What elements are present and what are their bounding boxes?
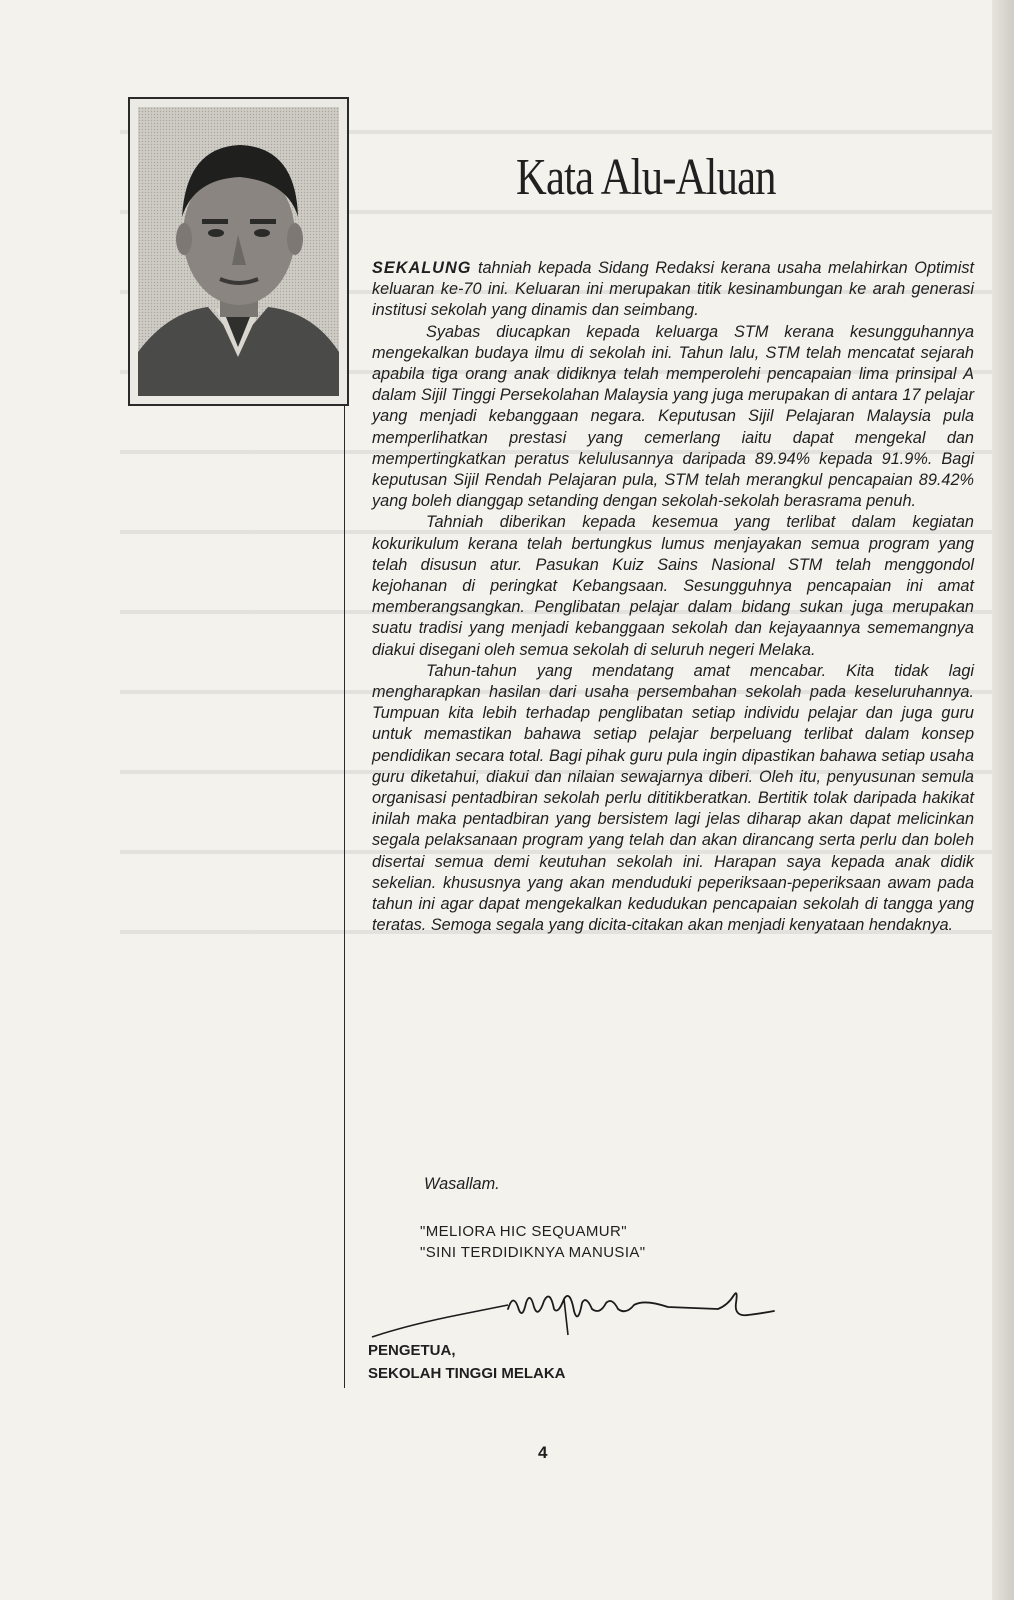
page-title: Kata Alu-Aluan	[516, 149, 776, 206]
signatory-school: SEKOLAH TINGGI MELAKA	[368, 1365, 566, 1382]
intro-paragraph	[372, 258, 974, 322]
vertical-rule	[344, 405, 345, 1388]
paragraph-achievements: Syabas diucapkan kepada keluarga STM kerana kesungguhannya mengekalkan budaya ilmu di sekolah ini. Tahun lalu, STM telah mencatat sejarah apabila tiga orang anak didiknya telah memperolehi pencapaian lima prinsipal A dalam Sijil Tinggi Persekolahan Malaysia yang juga merupakan di antara 17 pelajar yang menjadi kebanggaan negara. Keputusan Sijil Pelajaran Malaysia pula memperlihatkan prestasi yang cemerlang iaitu dapat mengekal dan mempertingkatkan peratus kelulusannya daripada 89.94% kepada 91.9%. Bagi keputusan Sijil Rendah Pelajaran pula, STM telah merangkul pencapaian 89.42% yang boleh dianggap setanding dengan sekolah-sekolah berasrama penuh.	[372, 322, 974, 511]
school-motto	[420, 1221, 646, 1263]
closing-salutation: Wasallam.	[424, 1175, 500, 1193]
intro-text: tahniah kepada Sidang Redaksi kerana usaha melahirkan Optimist keluaran ke-70 ini. Keluaran ini merupakan titik kesinambungan ke arah generasi institusi sekolah yang dinamis dan seimbang.	[372, 259, 974, 320]
page-number: 4	[538, 1443, 548, 1462]
signatory-block	[368, 1339, 566, 1385]
signatory-title: PENGETUA,	[368, 1342, 456, 1359]
page-edge-shadow	[992, 0, 1014, 1600]
intro-lead-word: SEKALUNG	[372, 259, 472, 277]
motto-malay: "SINI TERDIDIKNYA MANUSIA"	[420, 1244, 646, 1261]
paragraph-future: Tahun-tahun yang mendatang amat mencabar. Kita tidak lagi mengharapkan hasilan dari usaha persembahan sekolah pada keseluruhannya. Tumpuan kita lebih terhadap penglibatan setiap individu pelajar dan juga guru untuk memastikan bahawa setiap pelajar berpeluang terlibat dalam konsep pendidikan secara total. Bagi pihak guru pula ingin dipastikan bahawa setiap usaha guru diketahui, diakui dan nilaian sewajarnya diberi. Oleh itu, penyusunan semula organisasi pentadbiran sekolah perlu dititikberatkan. Bertitik tolak daripada hakikat inilah maka pentadbiran yang bersistem lagi jelas diharap akan dapat melicinkan segala pelaksanaan program yang telah dan akan dirancang serta perlu dan boleh disertai semua demi keutuhan sekolah ini. Harapan saya kepada anak didik sekelian. khususnya yang akan menduduki peperiksaan-peperiksaan awam pada tahun ini agar dapat mengekalkan kedudukan pencapaian sekolah di tangga yang teratas. Semoga segala yang dicita-citakan akan menjadi kenyataan hendaknya.	[372, 661, 974, 935]
portrait-image	[138, 107, 339, 396]
handwritten-signature	[368, 1285, 778, 1345]
paragraph-cocurricular: Tahniah diberikan kepada kesemua yang terlibat dalam kegiatan kokurikulum kerana telah bertungkus lumus menjayakan semua program yang telah disusun atur. Pasukan Kuiz Sains Nasional STM telah menggondol kejohanan di peringkat Kebangsaan. Sesungguhnya pencapaian ini amat memberangsangkan. Penglibatan pelajar dalam bidang sukan juga merupakan suatu tradisi yang menjadi kebanggaan sekolah dan kejayaannya sememangnya diakui disegani oleh semua sekolah di seluruh negeri Melaka.	[372, 513, 974, 659]
portrait-photo	[128, 97, 349, 406]
message-body	[372, 258, 974, 937]
motto-latin: "MELIORA HIC SEQUAMUR"	[420, 1223, 627, 1240]
